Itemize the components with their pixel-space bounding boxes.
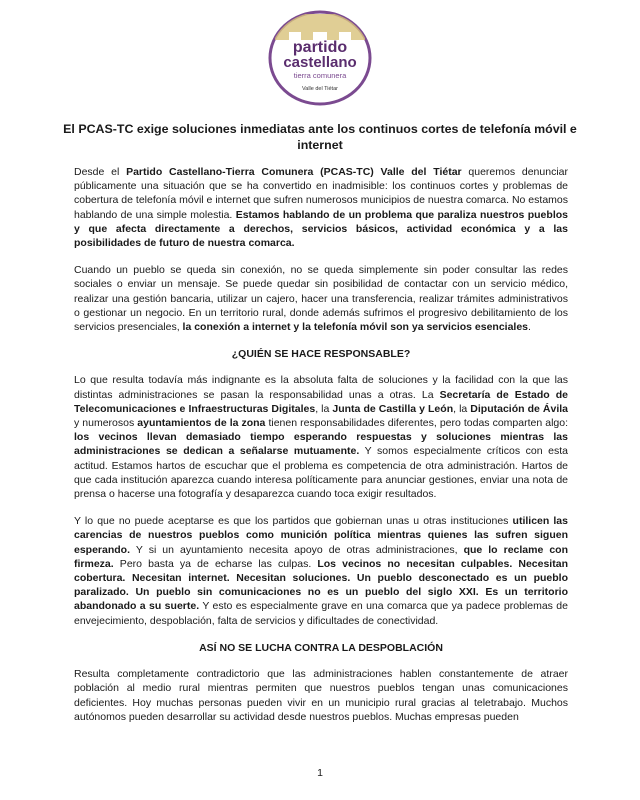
text-run: Cuando un pueblo se queda sin conexión, no se queda simplemente sin poder consultar las redes sociales o enviar un mensaje. Se puede quedar sin posibilidad de contactar con un servicio médico, realizar una gestión bancaria, utilizar un cajero, hacer una transferencia, realizar trámites administrativos o gestionar un negocio. En un territorio rural, donde además sufrimos el progresivo debilitamiento de los servicios presenciales, [74,264,568,334]
section-heading-depopulation: ASÍ NO SE LUCHA CONTRA LA DESPOBLACIÓN [199,641,443,654]
text-run: Pero basta ya de echarse las culpas. [113,557,318,570]
bold-text-run: la conexión a internet y la telefonía móvil son ya servicios esenciales [182,321,529,334]
paragraph-depopulation: Resulta completamente contradictorio que las administraciones hablen constantemente de atraer población al medio rural mientras permiten que nuestros pueblos tengan unas comunicaciones deficientes. Hoy muchas personas pueden vivir en un municipio rural gracias al teletrabajo. Muchos autónomos pueden desarrollar su actividad desde nuestros pueblos. Muchas empresas pueden [74,668,568,723]
text-run: Y esto es especialmente grave en una comarca que ya padece problemas de envejecimiento, despoblación, falta de servicios y dificultades de conectividad. [74,600,568,627]
party-logo [267,10,373,106]
logo-line-4: Valle del Tiétar [302,86,338,92]
bold-text-run: Estamos hablando de un problema que paraliza nuestros pueblos y que afecta directamente a derechos, servicios básicos, actividad económica y a las posibilidades de futuro de nuestra comarca. [74,208,568,250]
text-run: , la [315,402,333,415]
document-body [74,165,568,737]
bold-text-run: Secretaría de Estado de Telecomunicaciones e Infraestructuras Digitales [74,388,568,415]
document-title: El PCAS-TC exige soluciones inmediatas ante los continuos cortes de telefonía móvil e internet [63,122,577,152]
bold-text-run: los vecinos llevan demasiado tiempo esperando respuestas y soluciones mientras las administraciones se dedican a señalarse mutuamente. [74,431,568,458]
text-run: tienen responsabilidades diferentes, pero todas comparten algo: [265,417,569,430]
bold-text-run: ayuntamientos de la zona [137,417,266,430]
text-run: , la [453,402,471,415]
text-run: . [528,321,531,334]
page-number: 1 [317,767,323,779]
bold-text-run: Diputación de Ávila [470,402,568,415]
text-run: Lo que resulta todavía más indignante es la absoluta falta de soluciones y la facilidad con la que las distintas administraciones se pasan la responsabilidad unas a otras. La [74,374,568,401]
paragraph-connectivity [74,263,568,334]
paragraph-political [74,514,568,628]
bold-text-run: Junta de Castilla y León [332,402,454,415]
paragraph-administrations [74,373,568,501]
bold-text-run: Los vecinos no necesitan culpables. Necesitan cobertura. Necesitan internet. Necesitan soluciones. Un pueblo desconectado es un pueblo paralizado. Un pueblo sin comunicaciones no es un pueblo del siglo XXI. Es un territorio abandonado a su suerte. [74,557,568,613]
logo-line-3: tierra comunera [293,71,347,80]
logo-line-2: castellano [283,54,357,71]
logo-line-1: partido [292,39,348,56]
text-run: Y lo que no puede aceptarse es que los partidos que gobiernan unas u otras instituciones [74,515,513,528]
section-heading-responsible: ¿QUIÉN SE HACE RESPONSABLE? [231,348,411,361]
bold-text-run: Partido Castellano-Tierra Comunera (PCAS-TC) Valle del Tiétar [126,166,462,178]
bold-text-run: que lo reclame con firmeza. [74,543,568,570]
text-run: Y si un ayuntamiento necesita apoyo de otras administraciones, [130,543,464,556]
paragraph-intro [74,165,568,250]
text-run: Desde el [74,166,127,178]
text-run: queremos denunciar públicamente una situación que se ha convertido en inadmisible: los continuos cortes y problemas de cobertura de telefonía móvil e internet que sufren numerosos municipios de nuestra comarca. No estamos hablando de una simple molestia. [74,166,568,221]
bold-text-run: utilicen las carencias de nuestros pueblos como munición política mientras quienes las sufren siguen esperando. [74,515,568,556]
text-run: Y somos especialmente críticos con esta actitud. Estamos hartos de escuchar que el problema es competencia de otra administración. Hartos de que cada institución aparezca cuando interesa políticamente para anunciar gestiones, enviar una nota de prensa o hacerse una fotografía y desaparezca cuando toca exigir resultados. [74,445,568,501]
text-run: y numerosos [74,417,138,430]
